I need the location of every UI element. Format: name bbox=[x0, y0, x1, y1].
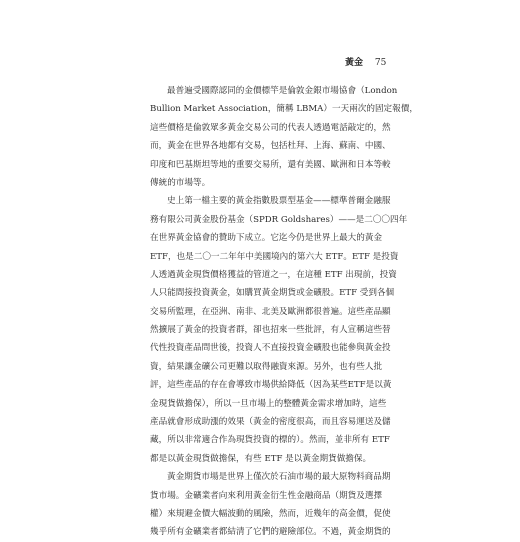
text-line: 人只能間接投資黃金，如購買黃金期貨或金礦股。ETF 受到各個 bbox=[150, 288, 395, 299]
page-number: 75 bbox=[374, 58, 387, 68]
text-line: 都是以黃金現貨做擔保，有些 ETF 是以黃金期貨做擔保。 bbox=[150, 453, 372, 464]
text-line: 金現貨做擔保），所以一旦市場上的整體黃金需求增加時，這些 bbox=[150, 398, 387, 409]
text-line: 最普遍受國際認同的金價標竿是倫敦金銀市場協會（London bbox=[167, 86, 398, 96]
body-text bbox=[150, 82, 418, 542]
text-line: 黃金期貨市場是世界上僅次於石油市場的最大原物料商品期 bbox=[167, 472, 391, 483]
text-line: 幾乎所有金礦業者都結清了它們的避險部位。不過，黃金期貨的 bbox=[150, 527, 391, 538]
text-line: 權）來規避金價大幅波動的風險，然而，近幾年的高金價，促使 bbox=[150, 508, 391, 519]
text-line: 傳統的市場等。 bbox=[150, 177, 211, 188]
text-line: 史上第一檔主要的黃金指數股票型基金——標準普爾金融服 bbox=[167, 196, 391, 207]
text-line: 印度和巴基斯坦等地的重要交易所，還有美國、歐洲和日本等較 bbox=[150, 159, 391, 170]
text-line: 貨市場。金礦業者向來利用黃金衍生性金融商品（期貨及選擇 bbox=[150, 490, 383, 501]
text-line: 評，這些產品的存在會導致市場供給降低（因為某些ETF是以黃 bbox=[150, 380, 392, 391]
text-line: 在世界黃金協會的贊助下成立。它迄今仍是世界上最大的黃金 bbox=[150, 233, 383, 244]
text-line: Bullion Market Association，簡稱 LBMA）一天兩次的固定報價， bbox=[150, 104, 418, 115]
text-line: 藏，所以非常適合作為現貨投資的標的）。然而，並非所有 ETF bbox=[150, 435, 390, 446]
text-line: 人透過黃金現貨價格獲益的管道之一，在這種 ETF 出現前，投資 bbox=[150, 269, 397, 280]
text-line: 代性投資產品問世後，投資人不直接投資金礦股也能參與黃金投 bbox=[150, 343, 391, 354]
text-line: 而，黃金在世界各地都有交易，包括杜拜、上海、蘇南、中國、 bbox=[150, 141, 391, 152]
running-head bbox=[345, 57, 480, 69]
text-line: ETF，也是二〇一二年年中美國境內的第六大 ETF。ETF 是投資 bbox=[150, 251, 399, 262]
text-line: 然擴展了黃金的投資者群，卻也招來一些批評，有人宣稱這些替 bbox=[150, 325, 391, 336]
text-line: 務有限公司黃金股份基金（SPDR Goldshares）——是二〇〇四年 bbox=[150, 214, 408, 225]
running-head-title: 黃金 bbox=[345, 58, 364, 68]
text-line: 交易所監理，在亞洲、南非、北美及歐洲都很普遍。這些產品顯 bbox=[150, 306, 391, 317]
text-line: 這些價格是倫敦眾多黃金交易公司的代表人透過電話敲定的，然 bbox=[150, 122, 391, 133]
text-line: 產品就會形成助漲的效果（黃金的密度很高，而且容易運送及儲 bbox=[150, 417, 391, 428]
text-line: 資，結果讓金礦公司更難以取得融資來源。另外，也有些人批 bbox=[150, 361, 383, 372]
